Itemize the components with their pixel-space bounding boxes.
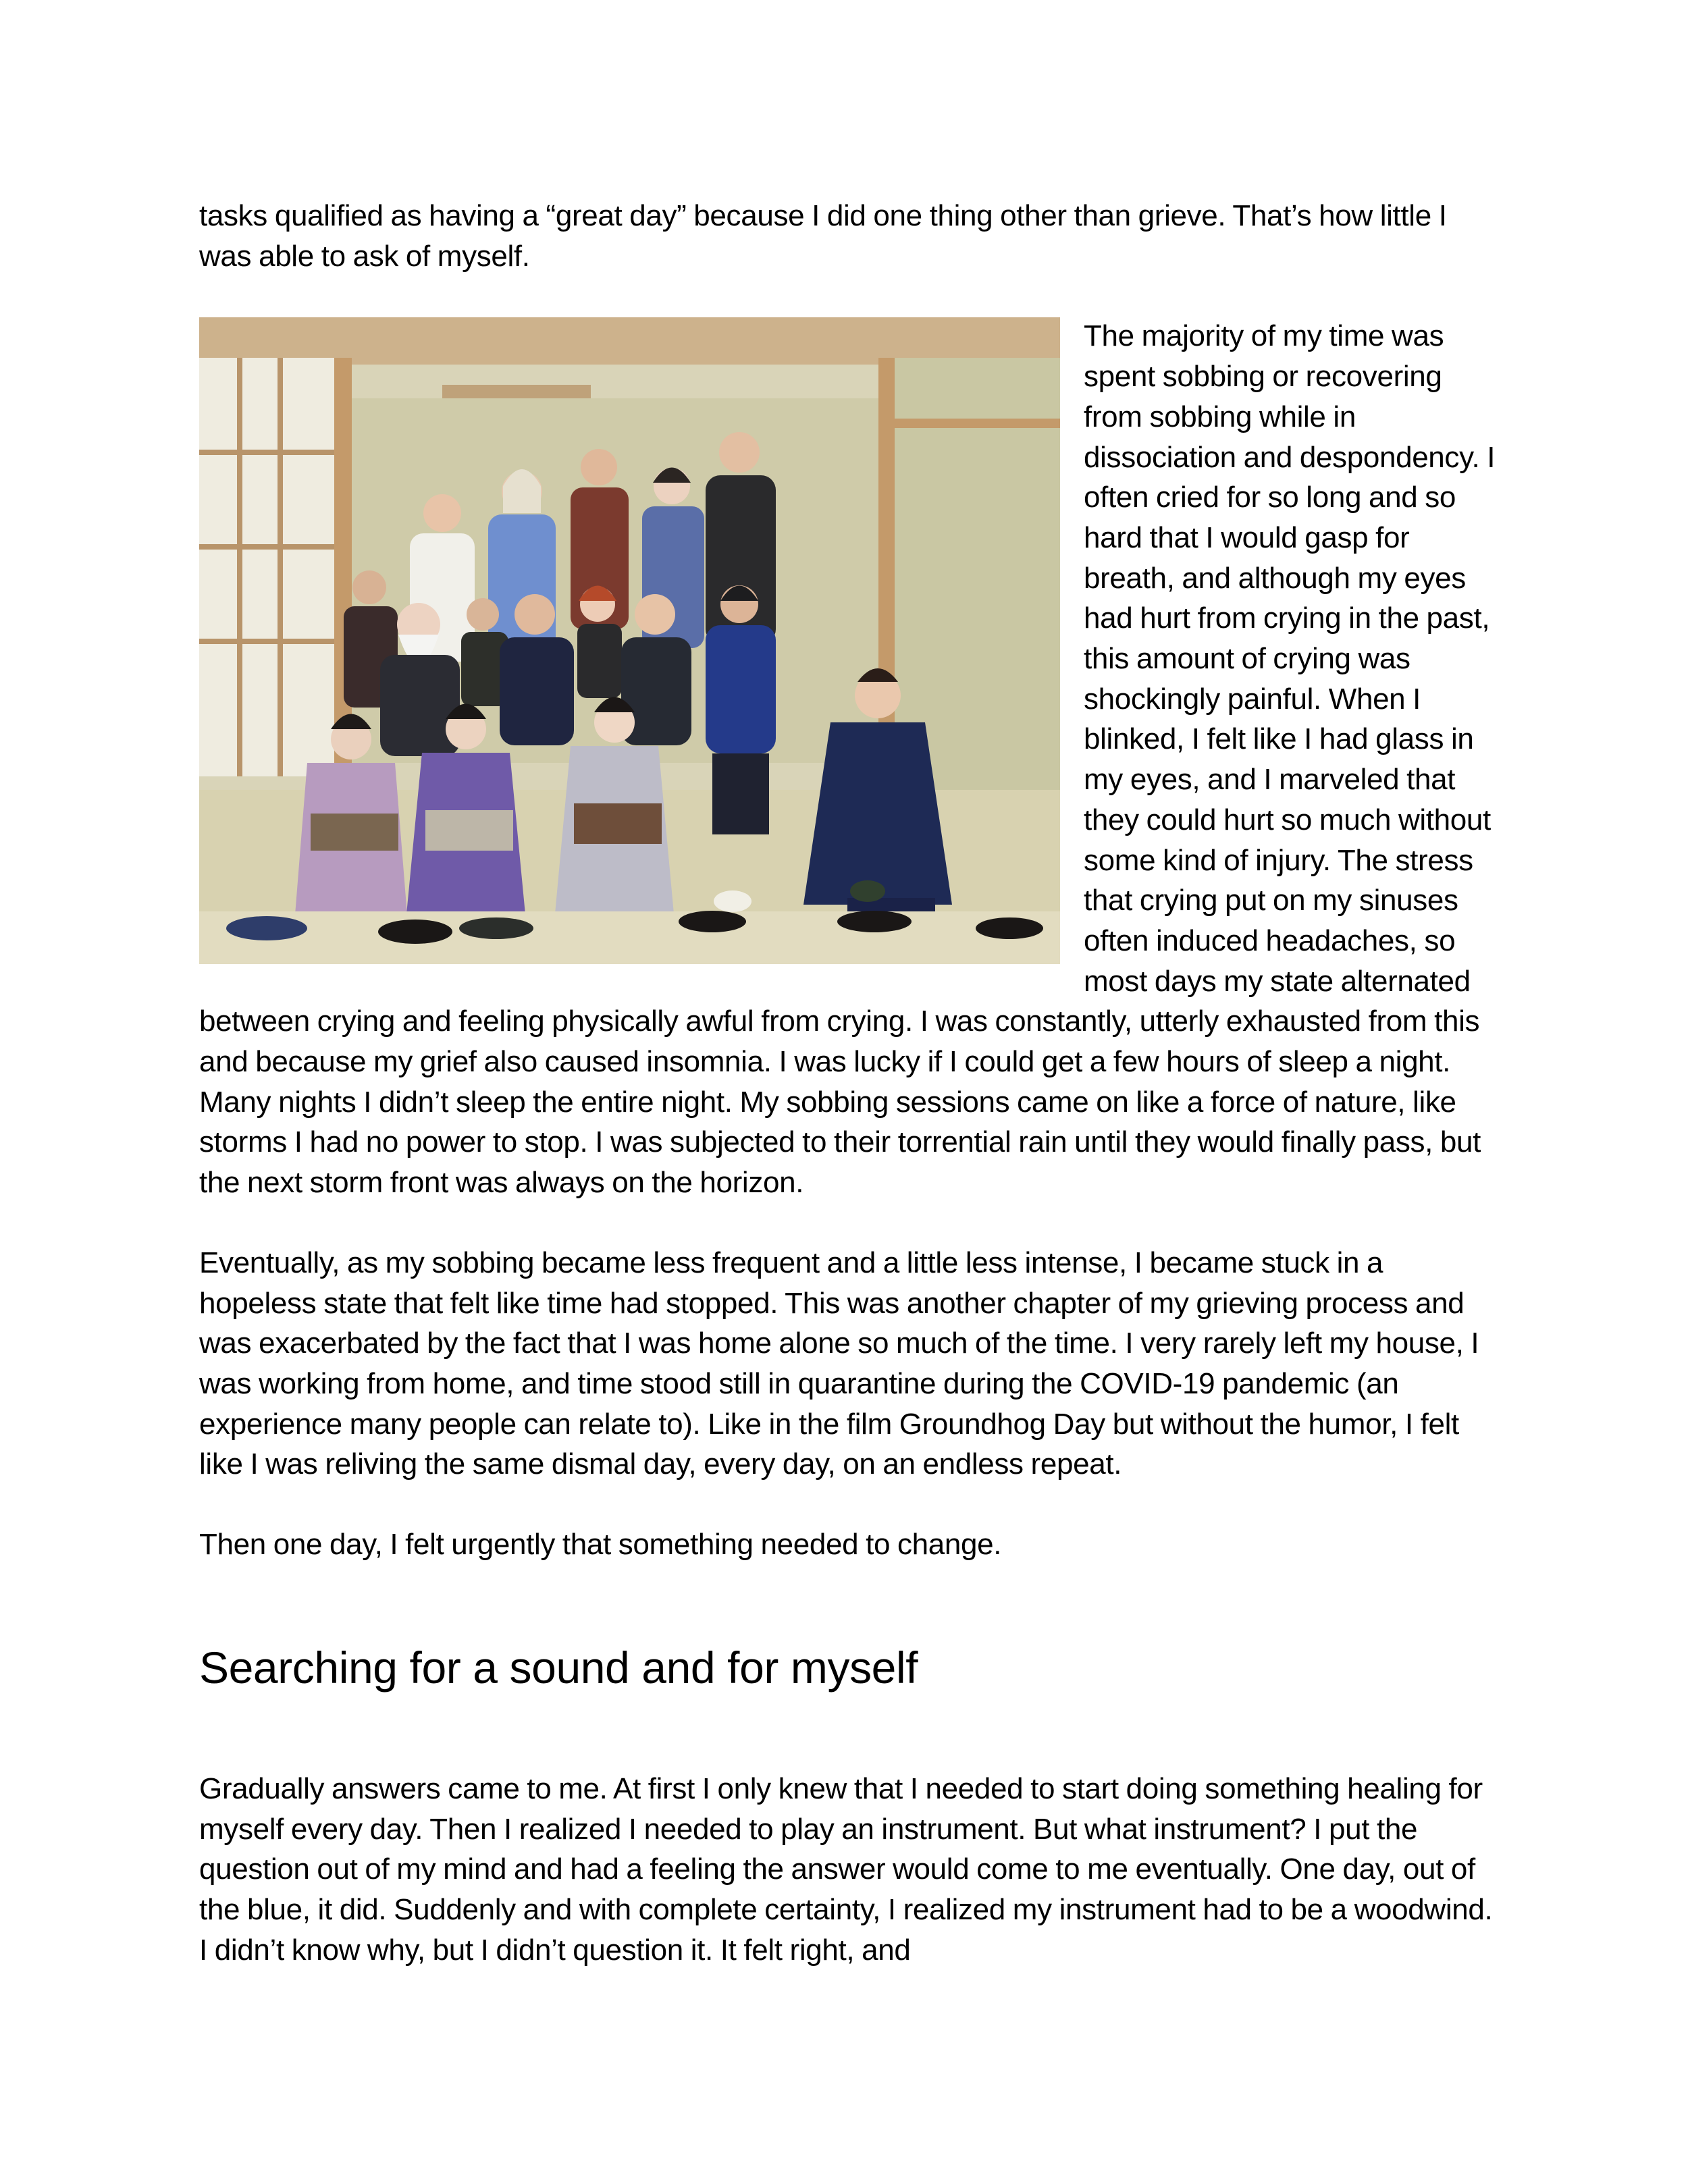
- figure-section: [199, 316, 1502, 1202]
- group-photo: [199, 317, 1060, 964]
- paragraph-eventually: Eventually, as my sobbing became less frequent and a little less intense, I became stuck in a hopeless state that felt like time had stopped. This was another chapter of my grieving process and was exacerbated by the fact that I was home alone so much of the time. I very rarely left my house, I was working from home, and time stood still in quarantine during the COVID-19 pandemic (an experience many people can relate to). Like in the film Groundhog Day but without the humor, I felt like I was reliving the same dismal day, every day, on an endless repeat.: [199, 1246, 1479, 1481]
- document-page: [199, 196, 1502, 1970]
- section-heading: Searching for a sound and for myself: [199, 1642, 918, 1693]
- paragraph-answers: Gradually answers came to me. At first I only knew that I needed to start doing something healing for myself every day. Then I realized I needed to play an instrument. But what instrument? I put the question out of my mind and had a feeling the answer would come to me eventually. One day, out of the blue, it did. Suddenly and with complete certainty, I realized my instrument had to be a woodwind. I didn’t know why, but I didn’t question it. It felt right, and: [199, 1772, 1493, 1967]
- paragraph-intro: tasks qualified as having a “great day” because I did one thing other than grieve. That’s how little I was able to ask of myself.: [199, 199, 1447, 273]
- paragraph-crying: The majority of my time was spent sobbing or recovering from sobbing while in dissociation and despondency. I often cried for so long and so hard that I would gasp for breath, and although my eyes had hurt from crying in the past, this amount of crying was shockingly painful. When I blinked, I felt like I had glass in my eyes, and I marveled that they could hurt so much without some kind of injury. The stress that crying put on my sinuses often induced headaches, so most days my state alternated between crying and feeling physically awful from crying. I was constantly, utterly exhausted from this and because my grief also caused insomnia. I was lucky if I could get a few hours of sleep a night. Many nights I didn’t sleep the entire night. My sobbing sessions came on like a force of nature, like storms I had no power to stop. I was subjected to their torrential rain until they would finally pass, but the next storm front was always on the horizon.: [199, 319, 1496, 1200]
- paragraph-change: Then one day, I felt urgently that something needed to change.: [199, 1528, 1002, 1562]
